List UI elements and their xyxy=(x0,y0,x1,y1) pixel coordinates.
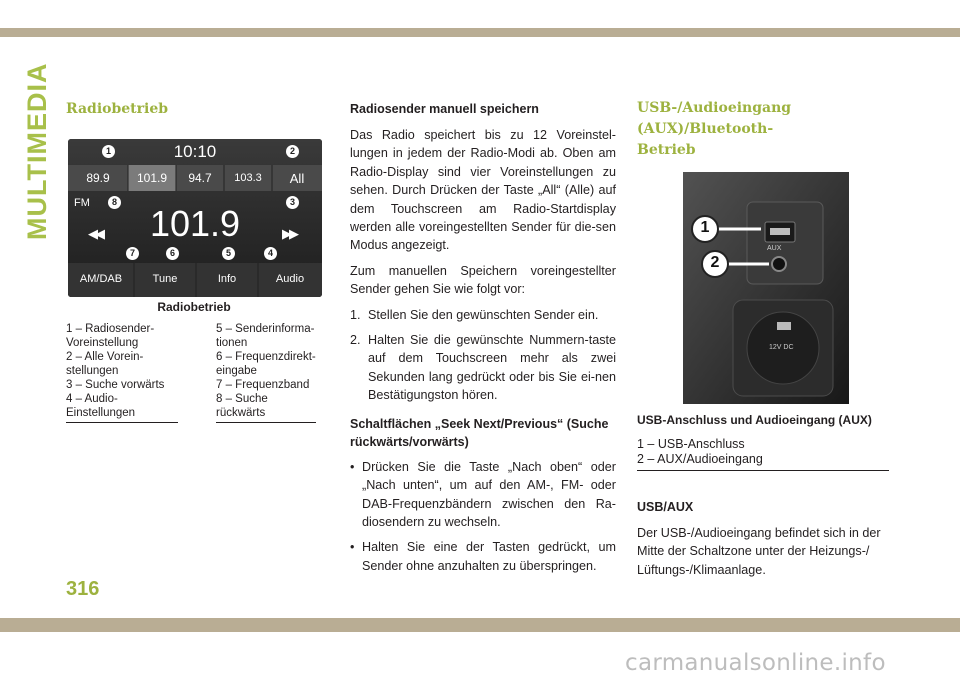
step-text: Halten Sie die gewünschte Nummern-taste auf dem Touchscreen mehr als zwei Sekunden lang gedrückt oder bis Sie ei-nen Bestätigungston hören. xyxy=(368,333,616,403)
bullet-2 xyxy=(350,538,616,575)
callout-aux: 2 xyxy=(710,254,720,271)
step-1 xyxy=(350,306,616,324)
band-label: FM xyxy=(74,197,90,209)
step-2 xyxy=(350,331,616,405)
legend-usb xyxy=(637,437,907,467)
column-manual-store xyxy=(350,98,616,575)
legend-item: Voreinstellung xyxy=(66,337,139,349)
aux-port-label: AUX xyxy=(767,245,782,252)
usb-aux-illustration xyxy=(683,172,849,404)
callout-1: 1 xyxy=(102,145,115,158)
callout-2: 2 xyxy=(286,145,299,158)
bullet-dot: • xyxy=(350,540,355,555)
column-usb-aux xyxy=(637,98,907,579)
callout-8: 8 xyxy=(108,196,121,209)
bullet-dot: • xyxy=(350,459,355,474)
callout-5: 5 xyxy=(222,247,235,260)
radio-display-figure xyxy=(68,139,322,297)
bullet-text: Drücken Sie die Taste „Nach oben“ oder „Nach unten“, um auf den AM-, FM- oder DAB-Frequenzbändern zwischen den Ra-diosendern zu wechseln. xyxy=(362,459,616,529)
legend-radio xyxy=(66,322,322,423)
callout-4: 4 xyxy=(264,247,277,260)
paragraph-usb-location: Der USB-/Audioeingang befindet sich in der Mitte der Schaltzone unter der Heizungs-/ Lüftungs-/Klimaanlage. xyxy=(637,526,881,577)
legend-item: 2 – AUX/Audioeingang xyxy=(637,452,763,466)
legend-item: 3 – Suche vorwärts xyxy=(66,379,165,391)
btn-tune: Tune xyxy=(152,273,178,285)
callout-7: 7 xyxy=(126,247,139,260)
legend-item: eingabe xyxy=(216,365,257,377)
step-number: 2. xyxy=(350,333,361,348)
preset-3: 94.7 xyxy=(188,171,212,185)
heading-radiobetrieb: Radiobetrieb xyxy=(66,101,169,117)
heading-usb-aux-l2: Betrieb xyxy=(637,142,696,158)
legend-item: 5 – Senderinforma- xyxy=(216,323,315,335)
bullet-text: Halten Sie eine der Tasten gedrückt, um Sender ohne anzuhalten zu überspringen. xyxy=(362,540,616,573)
step-number: 1. xyxy=(350,307,361,322)
figure-caption-usb: USB-Anschluss und Audioeingang (AUX) xyxy=(637,413,872,427)
legend-item: tionen xyxy=(216,337,248,349)
seek-back-icon: ◀◀ xyxy=(88,226,102,241)
legend-rule xyxy=(66,422,178,423)
preset-2: 101.9 xyxy=(136,171,168,185)
heading-seek: Schaltflächen „Seek Next/Previous“ (Suche rückwärts/vorwärts) xyxy=(350,416,609,449)
page-number: 316 xyxy=(66,578,100,600)
legend-item: 2 – Alle Vorein- xyxy=(66,351,144,363)
usb-aux-photo xyxy=(683,172,849,404)
heading-usb-aux-l1: USB-/Audioeingang (AUX)/Bluetooth- xyxy=(637,100,792,137)
legend-item: 1 – Radiosender- xyxy=(66,323,155,335)
clock-text: 10:10 xyxy=(173,142,217,161)
step-text: Stellen Sie den gewünschten Sender ein. xyxy=(368,307,599,322)
dc-outlet-label: 12V DC xyxy=(769,344,794,351)
legend-item: Einstellungen xyxy=(66,407,136,419)
preset-all: All xyxy=(289,171,305,186)
paragraph-presets: Das Radio speichert bis zu 12 Voreinstel-lungen in jedem der Radio-Modi ab. Oben am Radio-Display sind vier Voreinstellungen zu sehen. Durch Drücken der Taste „All“ (Alle) auf dem Touchscreen am Radio-Startdisplay werden alle voreingestellten Sender für die-sen Modus angezeigt. xyxy=(350,128,616,253)
figure-caption-radio: Radiobetrieb xyxy=(157,300,231,314)
bottom-band xyxy=(0,618,960,632)
heading-usb-aux-sub: USB/AUX xyxy=(637,500,694,514)
section-tab: MULTIMEDIA xyxy=(22,62,52,240)
legend-item: 1 – USB-Anschluss xyxy=(637,437,745,451)
column-radio xyxy=(66,98,322,423)
legend-item: stellungen xyxy=(66,365,119,377)
legend-rule xyxy=(637,470,889,471)
legend-item: 7 – Frequenzband xyxy=(216,379,310,391)
frequency-display: 101.9 xyxy=(149,203,241,244)
legend-item: 4 – Audio- xyxy=(66,393,118,405)
bullet-1 xyxy=(350,458,616,532)
callout-6: 6 xyxy=(166,247,179,260)
legend-right xyxy=(216,322,316,423)
legend-left xyxy=(66,322,216,423)
callout-3: 3 xyxy=(286,196,299,209)
legend-item: 8 – Suche rückwärts xyxy=(216,393,268,419)
preset-1: 89.9 xyxy=(86,171,110,185)
seek-forward-icon: ▶▶ xyxy=(282,226,296,241)
top-band xyxy=(0,0,960,40)
heading-manual-store: Radiosender manuell speichern xyxy=(350,102,539,116)
callout-usb: 1 xyxy=(700,219,710,236)
paragraph-howto: Zum manuellen Speichern voreingestellter Sender gehen Sie wie folgt vor: xyxy=(350,263,616,297)
btn-info: Info xyxy=(217,273,237,285)
preset-4: 103.3 xyxy=(234,172,262,184)
watermark: carmanualsonline.info xyxy=(625,650,886,676)
btn-audio: Audio xyxy=(275,273,305,285)
legend-item: 6 – Frequenzdirekt- xyxy=(216,351,316,363)
btn-amdab: AM/DAB xyxy=(79,273,123,285)
legend-rule xyxy=(216,422,316,423)
